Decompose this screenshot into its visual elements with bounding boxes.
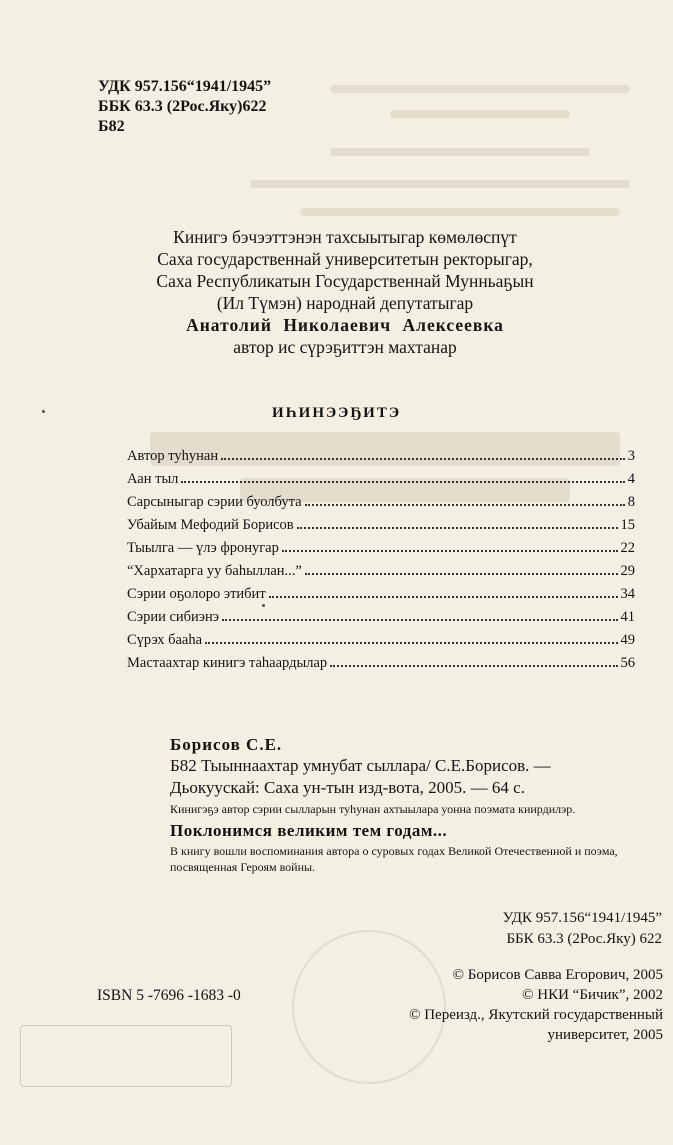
- annotation-russian: В книгу вошли воспоминания автора о суровых годах Великой Отечественной и поэма, посвященная Героям войны.: [170, 844, 618, 874]
- toc-entry-page: 15: [620, 517, 635, 533]
- toc-entry: [127, 540, 635, 563]
- dedication-name: Анатолий Николаевич Алексеевка: [186, 315, 504, 335]
- dedication-line: (Ил Түмэн) народнай депутатыгар: [216, 293, 474, 313]
- toc-entry-title: Сэрии оҕолоро этибит: [127, 586, 266, 602]
- toc-entry-title: Тыылга — үлэ фронугар: [127, 540, 279, 556]
- bbk-code: ББК 63.3 (2Рос.Яку)622: [98, 98, 267, 115]
- toc-leader: [305, 573, 618, 575]
- bleed-through-line: [390, 110, 570, 118]
- toc-entry-title: “Хархатарга уу баһыллан...”: [127, 563, 302, 579]
- toc-entry-page: 49: [620, 632, 635, 648]
- toc-entry-title: Сарсыныгар сэрии буолбута: [127, 494, 302, 510]
- toc-entry: [127, 655, 635, 678]
- toc-entry: [127, 632, 635, 655]
- bibliographic-record: [170, 735, 665, 875]
- bleed-through-line: [330, 85, 630, 93]
- toc-entry-title: Автор туһунан: [127, 448, 219, 464]
- toc-entry-title: Сүрэх бааһа: [127, 632, 202, 648]
- copyright-line: университет, 2005: [547, 1027, 663, 1043]
- toc-entry: [127, 609, 635, 632]
- copyright-block: [345, 965, 663, 1045]
- copyright-line: © Борисов Савва Егорович, 2005: [452, 967, 663, 983]
- toc-entry-page: 34: [620, 586, 635, 602]
- dedication: [110, 226, 580, 358]
- table-of-contents: [127, 448, 635, 678]
- toc-leader: [330, 665, 617, 667]
- bbk-code-bottom: ББК 63.3 (2Рос.Яку) 622: [506, 931, 662, 947]
- udk-code-bottom: УДК 957.156“1941/1945”: [502, 910, 662, 926]
- russian-title: Поклонимся великим тем годам...: [170, 821, 448, 840]
- toc-entry-title: Аан тыл: [127, 471, 179, 487]
- toc-entry: [127, 448, 635, 471]
- toc-entry: [127, 586, 635, 609]
- record-publisher-line: Дьокуускай: Саха ун-тын изд-вота, 2005. — 64 с.: [170, 778, 525, 797]
- toc-title: ИҺИНЭЭҔИТЭ: [271, 405, 402, 421]
- toc-entry-page: 56: [620, 655, 635, 671]
- toc-entry-title: Сэрии сибиэнэ: [127, 609, 220, 625]
- toc-leader: [305, 504, 625, 506]
- dedication-line: Саха Республикатын Государственнай Мунньаҕын: [156, 271, 534, 291]
- toc-entry-title: Убайым Мефодий Борисов: [127, 517, 294, 533]
- dedication-line: Саха государственнай университетын ректорыгар,: [157, 249, 533, 269]
- dedication-line: автор ис сүрэҕиттэн махтанар: [233, 337, 457, 357]
- toc-entry: [127, 563, 635, 586]
- record-title-line: Б82 Тыыннаахтар умнубат сыллара/ С.Е.Борисов. —: [170, 756, 551, 775]
- toc-entry: [127, 494, 635, 517]
- bleed-through-line: [300, 208, 620, 216]
- toc-entry-page: 41: [620, 609, 635, 625]
- toc-entry: [127, 517, 635, 540]
- toc-leader: [181, 481, 624, 483]
- library-stamp: [20, 1025, 232, 1087]
- dedication-line: Кинигэ бэчээттэнэн тахсыытыгар көмөлөспүт: [173, 227, 517, 247]
- toc-leader: [297, 527, 618, 529]
- bottom-classification: [440, 908, 662, 950]
- isbn: ISBN 5 -7696 -1683 -0: [97, 987, 241, 1004]
- toc-leader: [282, 550, 618, 552]
- record-author: Борисов С.Е.: [170, 735, 283, 754]
- toc-entry: [127, 471, 635, 494]
- toc-entry-page: 22: [620, 540, 635, 556]
- copyright-line: © Переизд., Якутский государственный: [409, 1007, 663, 1023]
- toc-leader: [269, 596, 618, 598]
- toc-entry-page: 29: [620, 563, 635, 579]
- bleed-through-line: [330, 148, 590, 156]
- udk-code: УДК 957.156“1941/1945”: [98, 78, 272, 95]
- toc-leader: [221, 458, 625, 460]
- classification-block: [98, 77, 271, 137]
- bleed-through-line: [250, 180, 630, 188]
- toc-leader: [205, 642, 618, 644]
- annotation-yakut: Кинигэҕэ автор сэрии сылларын туһунан ахтыылара уонна поэмата киирдилэр.: [170, 802, 576, 816]
- author-mark: Б82: [98, 118, 125, 135]
- toc-entry-page: 3: [627, 448, 635, 464]
- toc-entry-page: 4: [627, 471, 635, 487]
- toc-entry-title: Мастаахтар кинигэ таһаардылар: [127, 655, 328, 671]
- copyright-line: © НКИ “Бичик”, 2002: [522, 987, 663, 1003]
- toc-leader: [222, 619, 617, 621]
- toc-entry-page: 8: [627, 494, 635, 510]
